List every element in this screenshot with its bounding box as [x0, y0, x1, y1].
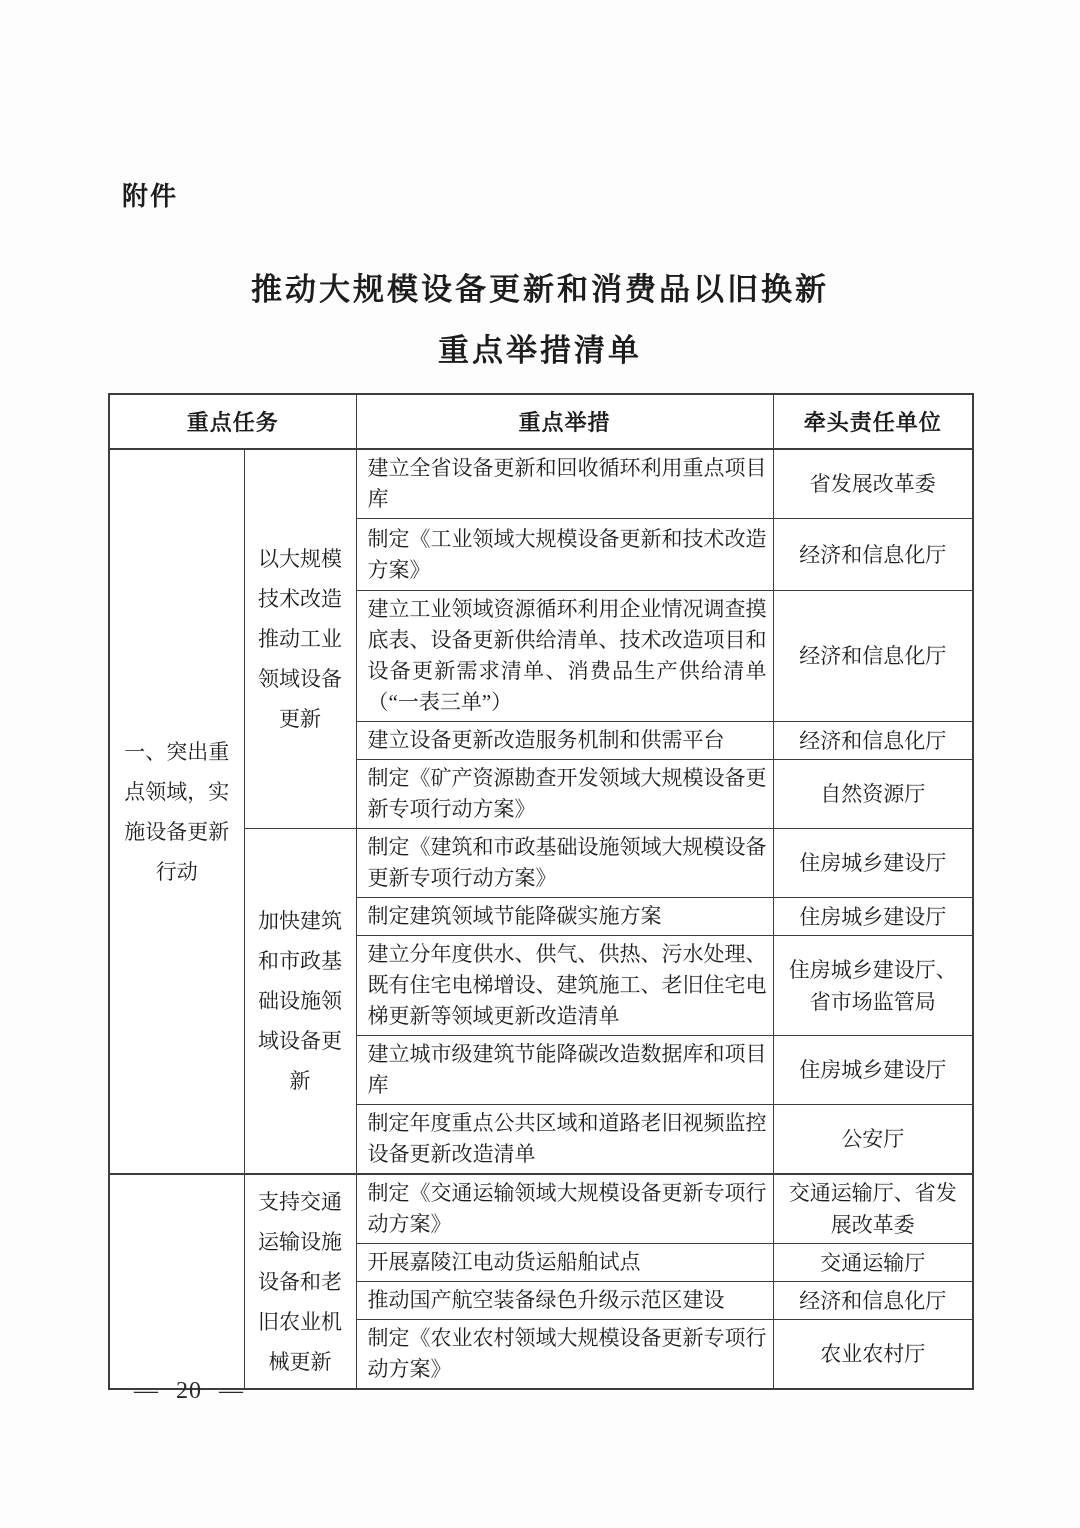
unit-cell: 经济和信息化厅 — [773, 722, 973, 760]
unit-cell: 经济和信息化厅 — [773, 519, 973, 591]
measure-cell: 建立全省设备更新和回收循环利用重点项目库 — [356, 449, 773, 519]
measures-table — [108, 393, 974, 1390]
page-number: — 20 — — [134, 1378, 244, 1404]
measure-cell: 建立设备更新改造服务机制和供需平台 — [356, 722, 773, 760]
unit-cell: 经济和信息化厅 — [773, 1282, 973, 1320]
header-lead-unit: 牵头责任单位 — [773, 394, 973, 449]
task-cell: 一、突出重点领域，实施设备更新行动 — [109, 449, 244, 1174]
unit-cell: 省发展改革委 — [773, 449, 973, 519]
measure-cell: 制定《建筑和市政基础设施领域大规模设备更新专项行动方案》 — [356, 829, 773, 898]
measure-cell: 推动国产航空装备绿色升级示范区建设 — [356, 1282, 773, 1320]
header-key-tasks: 重点任务 — [109, 394, 356, 449]
table-row — [109, 1174, 973, 1244]
unit-cell: 交通运输厅、省发展改革委 — [773, 1174, 973, 1244]
document-title — [0, 259, 1080, 381]
unit-cell: 农业农村厅 — [773, 1320, 973, 1390]
unit-cell: 住房城乡建设厅 — [773, 829, 973, 898]
header-key-measures: 重点举措 — [356, 394, 773, 449]
measure-cell: 制定《农业农村领域大规模设备更新专项行动方案》 — [356, 1320, 773, 1390]
unit-cell: 住房城乡建设厅 — [773, 898, 973, 936]
subtask-cell: 加快建筑和市政基础设施领域设备更新 — [244, 829, 356, 1175]
task-cell — [109, 1174, 244, 1389]
unit-cell: 交通运输厅 — [773, 1244, 973, 1282]
measure-cell: 建立分年度供水、供气、供热、污水处理、既有住宅电梯增设、建筑施工、老旧住宅电梯更新等领域更新改造清单 — [356, 936, 773, 1036]
table-row — [109, 449, 973, 519]
unit-cell: 经济和信息化厅 — [773, 591, 973, 722]
document-title-line-1: 推动大规模设备更新和消费品以旧换新 — [251, 272, 829, 307]
measure-cell: 建立城市级建筑节能降碳改造数据库和项目库 — [356, 1036, 773, 1105]
measure-cell: 制定年度重点公共区域和道路老旧视频监控设备更新改造清单 — [356, 1105, 773, 1175]
unit-cell: 公安厅 — [773, 1105, 973, 1175]
measure-cell: 建立工业领域资源循环利用企业情况调查摸底表、设备更新供给清单、技术改造项目和设备更新需求清单、消费品生产供给清单（“一表三单”） — [356, 591, 773, 722]
unit-cell: 住房城乡建设厅、省市场监管局 — [773, 936, 973, 1036]
document-title-line-2: 重点举措清单 — [438, 333, 642, 368]
measure-cell: 制定建筑领域节能降碳实施方案 — [356, 898, 773, 936]
unit-cell: 住房城乡建设厅 — [773, 1036, 973, 1105]
table-header-row — [109, 394, 973, 449]
subtask-cell: 以大规模技术改造推动工业领域设备更新 — [244, 449, 356, 829]
unit-cell: 自然资源厅 — [773, 760, 973, 829]
measure-cell: 制定《交通运输领域大规模设备更新专项行动方案》 — [356, 1174, 773, 1244]
subtask-cell: 支持交通运输设施设备和老旧农业机械更新 — [244, 1174, 356, 1389]
measure-cell: 开展嘉陵江电动货运船舶试点 — [356, 1244, 773, 1282]
measure-cell: 制定《工业领域大规模设备更新和技术改造方案》 — [356, 519, 773, 591]
attachment-label: 附件 — [122, 181, 179, 211]
measure-cell: 制定《矿产资源勘查开发领域大规模设备更新专项行动方案》 — [356, 760, 773, 829]
